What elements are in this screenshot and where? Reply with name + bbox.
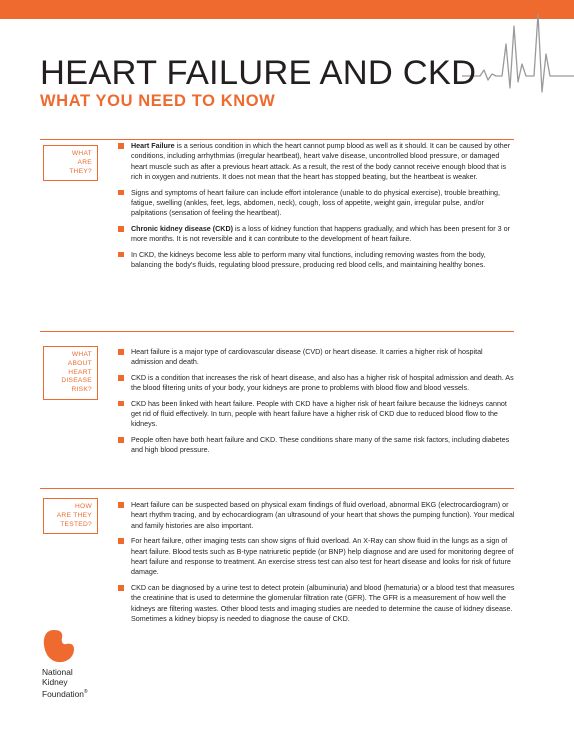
section-label-line: HOW	[74, 503, 92, 510]
list-item	[118, 347, 516, 368]
bullet-square-icon	[118, 190, 124, 196]
item-text: CKD has been linked with heart failure. People with CKD have a higher risk of heart failure because the kidneys cannot get rid of fluid effectively. In turn, people with heart failure have a higher risk of CKD due to reduced blood flow to the kidneys.	[131, 399, 507, 429]
list-item	[118, 536, 516, 578]
trademark-symbol: ®	[83, 689, 88, 696]
term-ckd: Chronic kidney disease (CKD)	[131, 224, 233, 233]
list-item	[118, 500, 516, 531]
list-item	[118, 141, 516, 183]
bullet-square-icon	[118, 437, 124, 443]
logo-line: Kidney	[42, 677, 68, 688]
section-how-tested	[118, 500, 516, 629]
item-text: is a serious condition in which the heart cannot pump blood as well as it should. It can be caused by other conditions, including arrhythmias (irregular heartbeat), heart valve disease, uncontrolled blood pressure, or damaged heart muscle such as after a previous heart attack. As a result, the rest of the body cannot receive enough blood that is rich in oxygen and nutrients. It does not mean that the heart has stopped beating, but the heartbeat is weaker.	[131, 142, 511, 182]
section-label-line: WHAT	[71, 351, 92, 358]
section-label-line: ARE THEY	[56, 511, 92, 519]
section-label-line: ABOUT	[67, 359, 92, 367]
logo-line-text: Foundation	[42, 689, 84, 700]
bullet-square-icon	[118, 143, 124, 149]
kidney-logo-icon	[42, 628, 76, 664]
list-item	[118, 399, 516, 430]
section-label-line: HEART	[68, 368, 92, 376]
page-subtitle: WHAT YOU NEED TO KNOW	[40, 92, 276, 110]
list-item	[118, 224, 516, 245]
logo-line: National	[42, 667, 73, 677]
list-item	[118, 373, 516, 394]
bullet-square-icon	[118, 538, 124, 544]
list-item	[118, 583, 516, 625]
section-label-line: WHAT	[71, 150, 92, 157]
section-divider	[40, 488, 514, 489]
bullet-square-icon	[118, 585, 124, 591]
section-divider	[40, 331, 514, 332]
bullet-square-icon	[118, 502, 124, 508]
section-what-are-they	[118, 141, 516, 275]
item-text: Heart failure can be suspected based on physical exam findings of fluid overload, abnormal EKG (electrocardiogram) or heart rhythm tracing, and by echocardiogram (an ultrasound of your heart that shows the pumping function). Your medical and family histories are also important.	[131, 501, 515, 530]
heartbeat-line-icon	[462, 14, 574, 94]
item-text: is a loss of kidney function that happens gradually, and which has been present for 3 or more months. It is not reversible and it can contribute to the development of heart failure.	[131, 224, 510, 244]
section-label-line: RISK?	[71, 386, 92, 394]
bullet-square-icon	[118, 226, 124, 232]
section-label-heart-disease-risk	[43, 346, 98, 400]
section-divider	[40, 139, 514, 140]
section-label-line: THEY?	[69, 167, 92, 175]
page-title: HEART FAILURE AND CKD	[40, 54, 477, 92]
section-label-line: ARE	[77, 158, 92, 166]
bullet-square-icon	[118, 349, 124, 355]
item-text: CKD is a condition that increases the risk of heart disease, and also has a higher risk of hospital admission and death. As the blood filtering units of your body, your kidneys are prone to problems with blood flow and blood vessels.	[131, 373, 514, 393]
item-text: CKD can be diagnosed by a urine test to detect protein (albuminuria) and blood (hematuria) or a blood test that measures the creatinine that is used to determine the glomerular filtration rate (GFR). The GFR is a measurement of how well the kidneys are filtering wastes. Other blood tests and imaging studies are needed to determine the cause of kidney disease. Sometimes a kidney biopsy is needed to diagnose the cause of CKD.	[131, 583, 515, 624]
section-label-line: DISEASE	[61, 377, 92, 385]
list-item	[118, 188, 516, 219]
section-label-line: TESTED?	[60, 520, 92, 528]
list-item	[118, 250, 516, 271]
section-label-what-are-they	[43, 145, 98, 181]
bullet-square-icon	[118, 375, 124, 381]
item-text: For heart failure, other imaging tests can show signs of fluid overload. An X-Ray can show fluid in the lungs as a sign of heart failure. Blood tests such as B-type natriuretic peptide (or BNP) help diagnose and are used for monitoring degree of heart failure and response to treatment. An exercise stress test can also test for heart disease and looks for risk of future damage.	[131, 537, 514, 577]
section-label-how-tested	[43, 498, 98, 534]
list-item	[118, 435, 516, 456]
item-text: In CKD, the kidneys become less able to perform many vital functions, including removing wastes from the body, balancing the body's fluids, regulating blood pressure, producing red blood cells, and maintaining healthy bones.	[131, 250, 486, 270]
item-text: People often have both heart failure and CKD. These conditions share many of the same risk factors, including diabetes and high blood pressure.	[131, 435, 510, 455]
bullet-square-icon	[118, 252, 124, 258]
item-text: Signs and symptoms of heart failure can include effort intolerance (unable to do physical exercise), trouble breathing, fatigue, swelling (ankles, feet, legs, abdomen, neck), cough, loss of appetite, weight gain, irregular pulse, and/or palpitations (sensation of feeling the heartbeat).	[131, 188, 501, 218]
logo-wordmark	[42, 667, 88, 699]
term-heart-failure: Heart Failure	[131, 142, 175, 150]
item-text: Heart failure is a major type of cardiovascular disease (CVD) or heart disease. It carries a higher risk of hospital admission and death.	[131, 348, 483, 367]
logo-line	[42, 687, 88, 699]
section-heart-disease-risk	[118, 347, 516, 461]
bullet-square-icon	[118, 401, 124, 407]
